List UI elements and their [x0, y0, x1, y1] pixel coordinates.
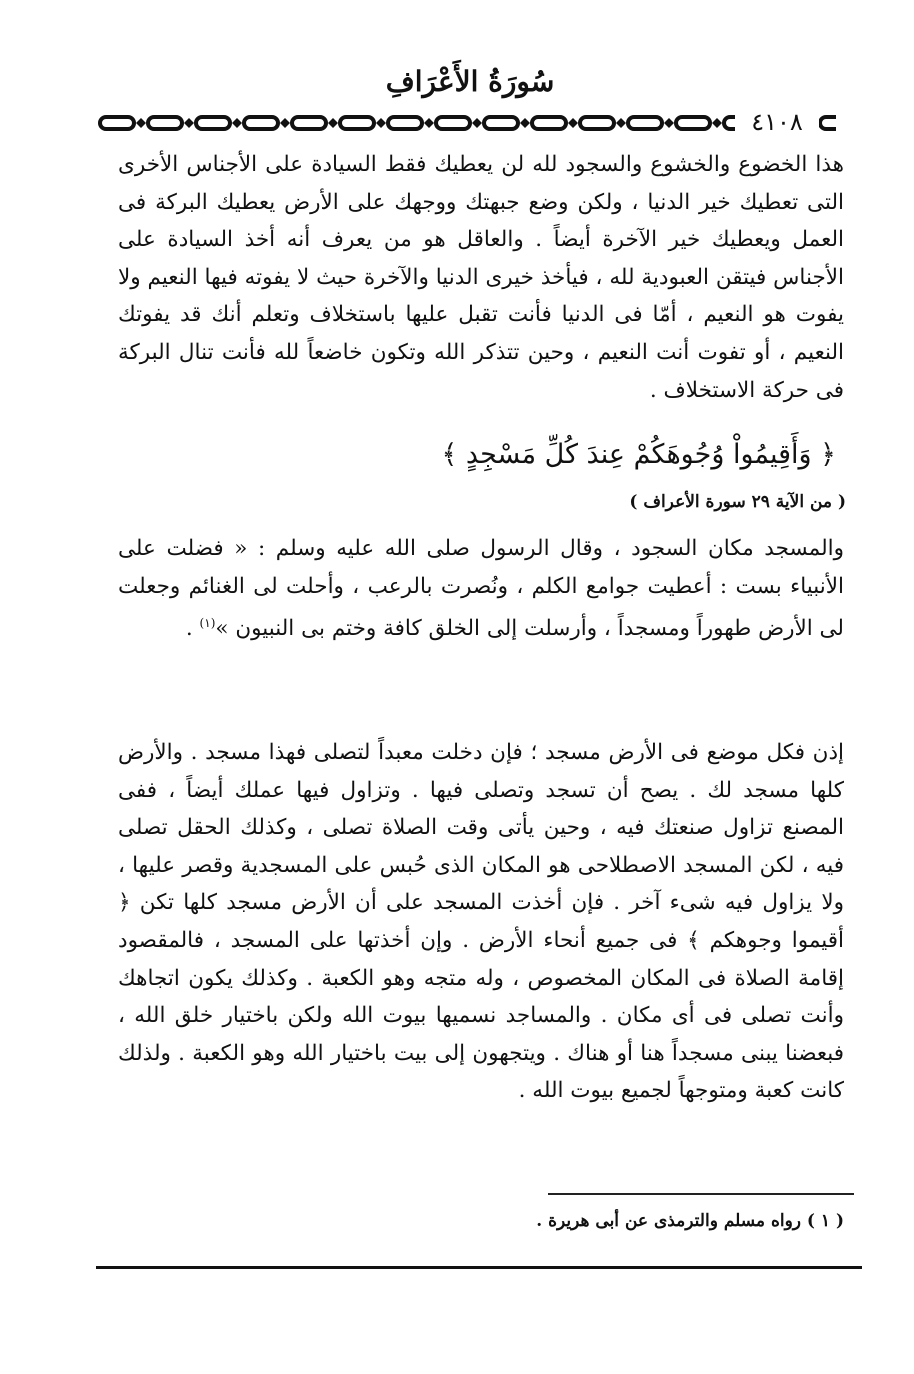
verse-reference: ( من الآية ٢٩ سورة الأعراف ) [629, 492, 846, 512]
body-paragraph-2 [118, 530, 844, 648]
hadith-text: والمسجد مكان السجود ، وقال الرسول صلى الله عليه وسلم : « فضلت على الأنبياء بست : أعطيت جوامع الكلم ، ونُصرت بالرعب ، وأحلت لى الغنائم وجعلت لى الأرض طهوراً ومسجداً ، وأرسلت إلى الخلق كافة وختم بى النبيون » [118, 536, 845, 642]
surah-title: سُورَةُ الأَعْرَافِ [385, 65, 555, 98]
bottom-rule [96, 1266, 862, 1269]
body-paragraph-1: هذا الخضوع والخشوع والسجود لله لن يعطيك فقط السيادة على الأجناس الأخرى التى تعطيك خير الدنيا ، ولكن وضع جبهتك ووجهك على الأرض يعطيك البركة فى العمل ويعطيك خير الآخرة أيضاً . والعاقل هو من يعرف أنه أخذ السيادة على الأجناس فيتقن العبودية لله ، فيأخذ خيرى الدنيا والآخرة حيث لا يفوته فيها النعيم ولا يفوت هو النعيم ، أمّا فى الدنيا فأنت تقبل عليها باستخلاف وتعلم أنك قد يفوتك النعيم ، أو تفوت أنت النعيم ، وحين تتذكر الله وتكون خاضعاً لله فأنت تنال البركة فى حركة الاستخلاف . [118, 152, 844, 403]
body-paragraph-3: إذن فكل موضع فى الأرض مسجد ؛ فإن دخلت معبداً لتصلى فهذا مسجد . والأرض كلها مسجد لك . يصح أن تسجد وتصلى فيها . وتزاول فيها عملك أيضاً ، ففى المصنع تزاول صنعتك فيه ، وحين يأتى وقت الصلاة تصلى ، وكذلك الحقل تصلى فيه ، لكن المسجد الاصطلاحى هو المكان الذى حُبس على المسجدية وقصر عليها ، ولا يزاول فيه شىء آخر . فإن أخذت المسجد على أن الأرض مسجد كلها تكن ﴿ أقيموا وجوهكم ﴾ فى جميع أنحاء الأرض . وإن أخذتها على المسجد ، فالمقصود إقامة الصلاة فى المكان المخصوص ، وله متجه وهو الكعبة . وكذلك يكون اتجاهك وأنت تصلى فى أى مكان . والمساجد نسميها بيوت الله ولكن باختيار خلق الله ، فبعضنا يبنى مسجداً هنا أو هناك . ويتجهون إلى بيت باختيار الله وهو الكعبة . ولذلك كانت كعبة ومتوجهاً لجميع بيوت الله . [118, 740, 844, 1104]
ornamental-border [96, 114, 836, 132]
footnote-1: ( ١ ) رواه مسلم والترمذى عن أبى هريرة . [536, 1211, 844, 1231]
page-number: ٤١٠٨ [735, 108, 819, 136]
paragraph-end: . [185, 616, 200, 642]
quran-verse: ﴿ وَأَقِيمُواْ وُجُوهَكُمْ عِندَ كُلِّ مَسْجِدٍ ﴾ [441, 439, 836, 470]
footnote-marker: (١) [199, 616, 216, 631]
footnote-separator [548, 1193, 854, 1195]
page-header [0, 0, 914, 140]
